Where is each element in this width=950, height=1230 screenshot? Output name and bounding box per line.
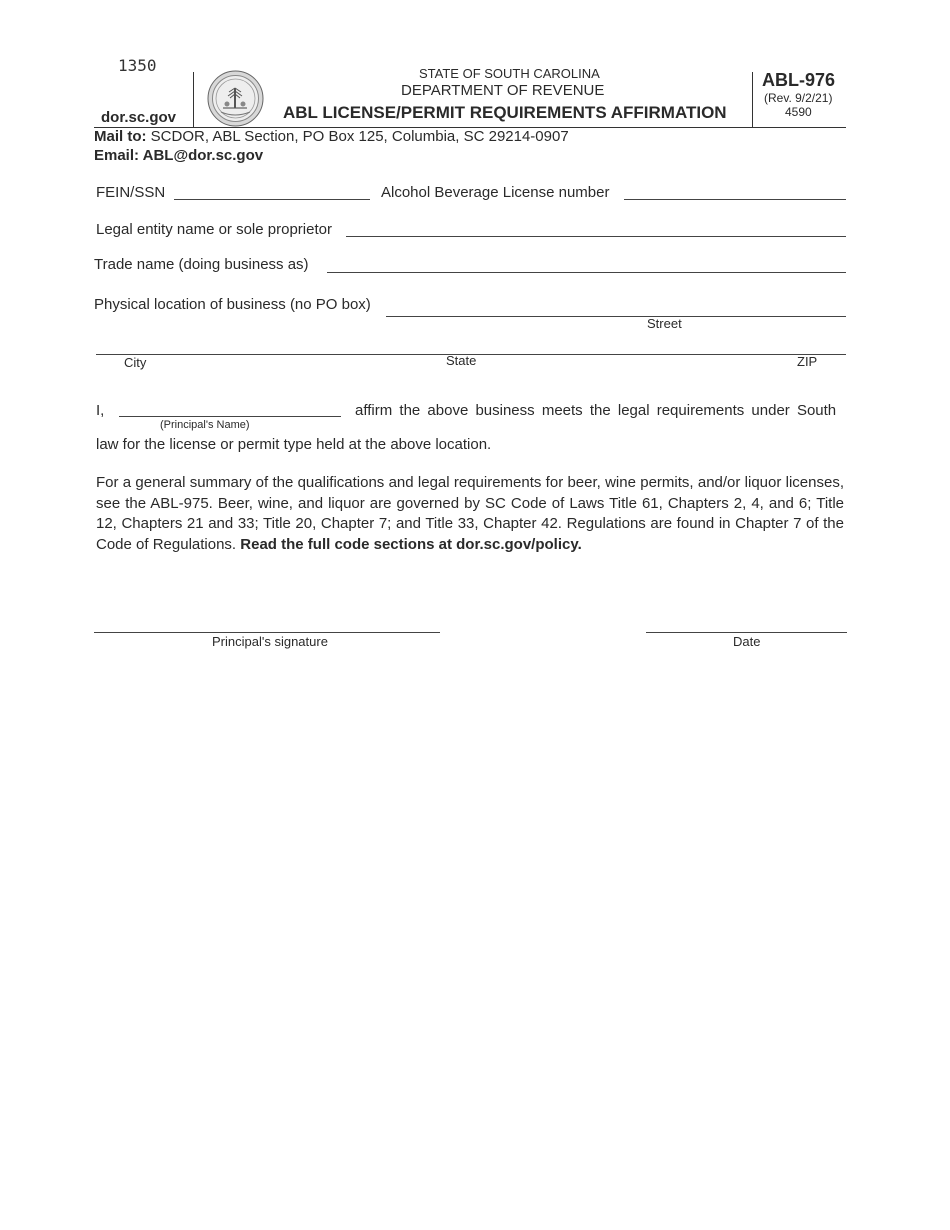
department-heading: DEPARTMENT OF REVENUE [401, 82, 605, 99]
state-heading: STATE OF SOUTH CAROLINA [419, 66, 600, 81]
street-input[interactable] [386, 316, 846, 317]
form-revision: (Rev. 9/2/21) [764, 91, 833, 105]
summary-link-text: Read the full code sections at dor.sc.gov/policy. [240, 535, 582, 553]
website-label: dor.sc.gov [101, 109, 177, 126]
date-caption: Date [733, 634, 761, 649]
street-caption: Street [647, 316, 682, 331]
mail-to-label: Mail to: [94, 128, 147, 145]
form-code: 4590 [785, 105, 812, 119]
principal-name-caption: (Principal's Name) [160, 419, 250, 431]
zip-caption: ZIP [797, 354, 818, 369]
signature-input[interactable] [94, 632, 440, 633]
location-label: Physical location of business (no PO box) [94, 296, 371, 313]
email-line: Email: ABL@dor.sc.gov [94, 147, 264, 164]
legal-entity-input[interactable] [346, 236, 846, 237]
city-caption: City [124, 355, 147, 370]
mail-address: SCDOR, ABL Section, PO Box 125, Columbia, SC 29214-0907 [150, 128, 569, 145]
affirm-text-line2: law for the license or permit type held at the above location. [96, 436, 492, 453]
legal-entity-label: Legal entity name or sole proprietor [96, 221, 332, 238]
page-title: ABL LICENSE/PERMIT REQUIREMENTS AFFIRMATION [283, 103, 727, 122]
mail-to-line [94, 128, 569, 145]
affirm-prefix: I, [96, 402, 105, 419]
signature-caption: Principal's signature [212, 634, 328, 649]
affirm-text-line1: affirm the above business meets the legal requirements under South [355, 402, 837, 419]
fein-input[interactable] [174, 199, 370, 200]
abl-number-input[interactable] [624, 199, 846, 200]
fein-label: FEIN/SSN [96, 184, 166, 201]
state-seal-icon [207, 70, 264, 127]
principal-name-input[interactable] [119, 416, 341, 417]
trade-name-label: Trade name (doing business as) [94, 256, 309, 273]
abl-number-label: Alcohol Beverage License number [381, 184, 610, 201]
state-caption: State [446, 353, 477, 368]
form-code-top: 1350 [118, 56, 157, 75]
trade-name-input[interactable] [327, 272, 846, 273]
date-input[interactable] [646, 632, 847, 633]
header-divider-left [193, 72, 194, 127]
header-divider-right [752, 72, 753, 127]
summary-body: For a general summary of the qualifications and legal requirements for beer, wine permits, and/or liquor licenses, see the ABL-975. Beer, wine, and liquor are governed by SC Code of Laws Title 61, Chapters 2, 4, and 6; Title 12, Chapters 21 and 33; Title 20, Chapter 7; and Title 33, Chapter 42. Regulations are found in Chapter 7 of the Code of Regulations. [96, 474, 844, 553]
summary-paragraph [96, 473, 844, 555]
form-number: ABL-976 [762, 70, 836, 90]
